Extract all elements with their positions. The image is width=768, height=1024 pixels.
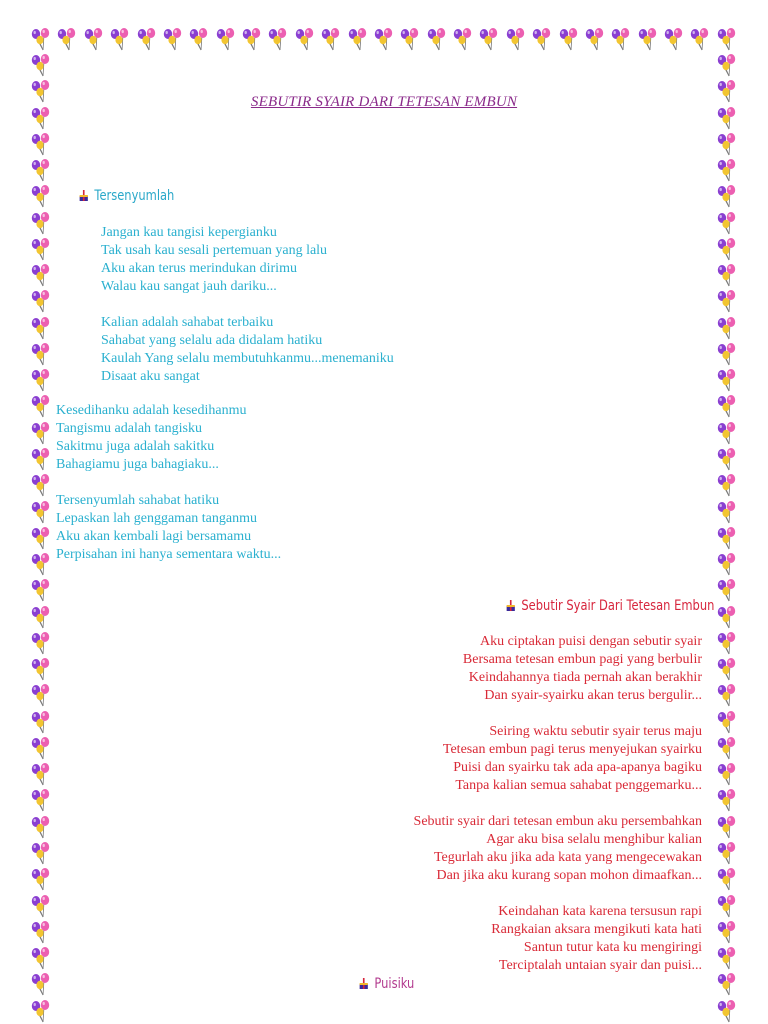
balloon-bunch-icon — [30, 868, 52, 892]
balloon-bunch-icon — [30, 789, 52, 813]
balloon-bunch-icon — [531, 28, 553, 52]
balloon-bunch-icon — [109, 28, 131, 52]
balloon-bunch-icon — [716, 238, 738, 262]
balloon-bunch-icon — [716, 789, 738, 813]
poem-line: Aku ciptakan puisi dengan sebutir syair — [479, 634, 702, 649]
poem-line: Tetesan embun pagi terus menyejukan syairku — [442, 742, 702, 757]
border-top — [30, 28, 738, 54]
balloon-bunch-icon — [716, 947, 738, 971]
square-plus-bullet-icon — [358, 977, 369, 991]
poem-line: Sebutir syair dari tetesan embun aku persembahkan — [413, 814, 702, 829]
balloon-bunch-icon — [716, 632, 738, 656]
balloon-bunch-icon — [716, 501, 738, 525]
balloon-bunch-icon — [188, 28, 210, 52]
balloon-bunch-icon — [215, 28, 237, 52]
poem-line: Disaat aku sangat — [101, 369, 200, 384]
section-heading-label: Tersenyumlah — [94, 188, 175, 204]
poem-line: Dan syair-syairku akan terus bergulir... — [484, 688, 702, 703]
poem-line: Tak usah kau sesali pertemuan yang lalu — [101, 243, 328, 258]
poem-line: Bahagiamu juga bahagiaku... — [56, 457, 219, 472]
balloon-bunch-icon — [478, 28, 500, 52]
balloon-bunch-icon — [716, 422, 738, 446]
balloon-bunch-icon — [689, 28, 711, 52]
balloon-bunch-icon — [30, 395, 52, 419]
balloon-bunch-icon — [716, 290, 738, 314]
balloon-bunch-icon — [30, 658, 52, 682]
poem-line: Tersenyumlah sahabat hatiku — [56, 493, 220, 508]
balloon-bunch-icon — [30, 816, 52, 840]
balloon-bunch-icon — [716, 343, 738, 367]
section-heading-label: Sebutir Syair Dari Tetesan Embun — [521, 598, 715, 614]
poem-line: Jangan kau tangisi kepergianku — [101, 225, 277, 240]
balloon-bunch-icon — [320, 28, 342, 52]
square-plus-bullet-icon — [505, 599, 516, 613]
balloon-bunch-icon — [663, 28, 685, 52]
poem-line: Kalian adalah sahabat terbaiku — [101, 315, 274, 330]
balloon-bunch-icon — [30, 54, 52, 78]
balloon-bunch-icon — [584, 28, 606, 52]
section-heading-label: Puisiku — [374, 976, 415, 992]
balloon-bunch-icon — [716, 684, 738, 708]
section-heading-puisiku — [358, 976, 414, 992]
poem-line: Rangkaian aksara mengikuti kata hati — [491, 922, 702, 937]
balloon-bunch-icon — [716, 448, 738, 472]
balloon-bunch-icon — [716, 737, 738, 761]
poem-line: Tanpa kalian semua sahabat penggemarku... — [455, 778, 702, 793]
balloon-bunch-icon — [716, 658, 738, 682]
balloon-bunch-icon — [637, 28, 659, 52]
balloon-bunch-icon — [30, 684, 52, 708]
balloon-bunch-icon — [716, 606, 738, 630]
poem-line: Lepaskan lah genggaman tanganmu — [56, 511, 257, 526]
balloon-bunch-icon — [716, 816, 738, 840]
balloon-bunch-icon — [30, 133, 52, 157]
poem-line: Dan jika aku kurang sopan mohon dimaafkan... — [436, 868, 702, 883]
poem-line: Terciptalah untaian syair dan puisi... — [498, 958, 702, 973]
balloon-bunch-icon — [716, 185, 738, 209]
balloon-bunch-icon — [426, 28, 448, 52]
balloon-bunch-icon — [716, 264, 738, 288]
balloon-bunch-icon — [30, 343, 52, 367]
balloon-bunch-icon — [30, 317, 52, 341]
balloon-bunch-icon — [30, 264, 52, 288]
balloon-bunch-icon — [30, 290, 52, 314]
poem-line: Aku akan kembali lagi bersamamu — [56, 529, 252, 544]
balloon-bunch-icon — [452, 28, 474, 52]
balloon-bunch-icon — [716, 579, 738, 603]
balloon-bunch-icon — [716, 842, 738, 866]
balloon-bunch-icon — [30, 895, 52, 919]
balloon-bunch-icon — [241, 28, 263, 52]
poem-line: Bersama tetesan embun pagi yang berbulir — [462, 652, 702, 667]
balloon-bunch-icon — [716, 553, 738, 577]
document-title: SEBUTIR SYAIR DARI TETESAN EMBUN — [250, 94, 518, 110]
balloon-bunch-icon — [716, 868, 738, 892]
poem-line: Kaulah Yang selalu membutuhkanmu...menemaniku — [101, 351, 394, 366]
poem-line: Puisi dan syairku tak ada apa-apanya bagiku — [453, 760, 702, 775]
balloon-bunch-icon — [716, 369, 738, 393]
balloon-bunch-icon — [30, 1000, 52, 1024]
poem-line: Kesedihanku adalah kesedihanmu — [56, 403, 247, 418]
square-plus-bullet-icon — [78, 189, 89, 203]
balloon-bunch-icon — [30, 28, 52, 52]
balloon-bunch-icon — [30, 553, 52, 577]
poem-line: Perpisahan ini hanya sementara waktu... — [56, 547, 282, 562]
section-heading-tersenyumlah — [78, 188, 174, 204]
balloon-bunch-icon — [30, 606, 52, 630]
balloon-bunch-icon — [30, 842, 52, 866]
poem-block-tersenyumlah-part2 — [56, 402, 281, 564]
balloon-bunch-icon — [30, 422, 52, 446]
balloon-bunch-icon — [610, 28, 632, 52]
balloon-bunch-icon — [30, 973, 52, 997]
balloon-bunch-icon — [373, 28, 395, 52]
balloon-bunch-icon — [558, 28, 580, 52]
poem-line: Aku akan terus merindukan dirimu — [101, 261, 297, 276]
balloon-bunch-icon — [716, 159, 738, 183]
balloon-bunch-icon — [716, 1000, 738, 1024]
poem-line: Sahabat yang selalu ada didalam hatiku — [101, 333, 323, 348]
balloon-bunch-icon — [716, 711, 738, 735]
balloon-bunch-icon — [30, 737, 52, 761]
balloon-bunch-icon — [30, 369, 52, 393]
balloon-bunch-icon — [716, 133, 738, 157]
section-heading-sebutir-syair — [505, 598, 714, 614]
poem-line: Tangismu adalah tangisku — [56, 421, 202, 436]
balloon-bunch-icon — [716, 395, 738, 419]
balloon-bunch-icon — [399, 28, 421, 52]
balloon-bunch-icon — [30, 212, 52, 236]
balloon-bunch-icon — [267, 28, 289, 52]
poem-line: Sakitmu juga adalah sakitku — [56, 439, 215, 454]
balloon-bunch-icon — [30, 185, 52, 209]
poem-line: Keindahannya tiada pernah akan berakhir — [468, 670, 702, 685]
balloon-bunch-icon — [56, 28, 78, 52]
balloon-bunch-icon — [505, 28, 527, 52]
poem-line: Agar aku bisa selalu menghibur kalian — [486, 832, 702, 847]
balloon-bunch-icon — [30, 763, 52, 787]
balloon-bunch-icon — [716, 973, 738, 997]
balloon-bunch-icon — [30, 501, 52, 525]
balloon-bunch-icon — [30, 632, 52, 656]
poem-line: Tegurlah aku jika ada kata yang mengecewakan — [433, 850, 702, 865]
balloon-bunch-icon — [294, 28, 316, 52]
balloon-bunch-icon — [30, 474, 52, 498]
balloon-bunch-icon — [30, 159, 52, 183]
balloon-bunch-icon — [716, 527, 738, 551]
poem-block-tersenyumlah-part1 — [101, 224, 394, 386]
border-right — [716, 54, 742, 1024]
poem-line: Keindahan kata karena tersusun rapi — [498, 904, 702, 919]
balloon-bunch-icon — [716, 895, 738, 919]
balloon-bunch-icon — [83, 28, 105, 52]
poem-block-sebutir-syair — [414, 633, 702, 975]
poem-line: Walau kau sangat jauh dariku... — [101, 279, 277, 294]
balloon-bunch-icon — [716, 317, 738, 341]
balloon-bunch-icon — [716, 54, 738, 78]
balloon-bunch-icon — [30, 238, 52, 262]
balloon-bunch-icon — [347, 28, 369, 52]
balloon-bunch-icon — [716, 28, 738, 52]
balloon-bunch-icon — [30, 448, 52, 472]
poem-line: Santun tutur kata ku mengiringi — [523, 940, 702, 955]
balloon-bunch-icon — [716, 763, 738, 787]
border-left — [30, 54, 56, 1024]
balloon-bunch-icon — [716, 921, 738, 945]
poem-line: Seiring waktu sebutir syair terus maju — [489, 724, 702, 739]
balloon-bunch-icon — [162, 28, 184, 52]
balloon-bunch-icon — [716, 212, 738, 236]
balloon-bunch-icon — [30, 921, 52, 945]
balloon-bunch-icon — [30, 711, 52, 735]
balloon-bunch-icon — [30, 579, 52, 603]
balloon-bunch-icon — [716, 474, 738, 498]
balloon-bunch-icon — [30, 527, 52, 551]
balloon-bunch-icon — [30, 947, 52, 971]
balloon-bunch-icon — [136, 28, 158, 52]
